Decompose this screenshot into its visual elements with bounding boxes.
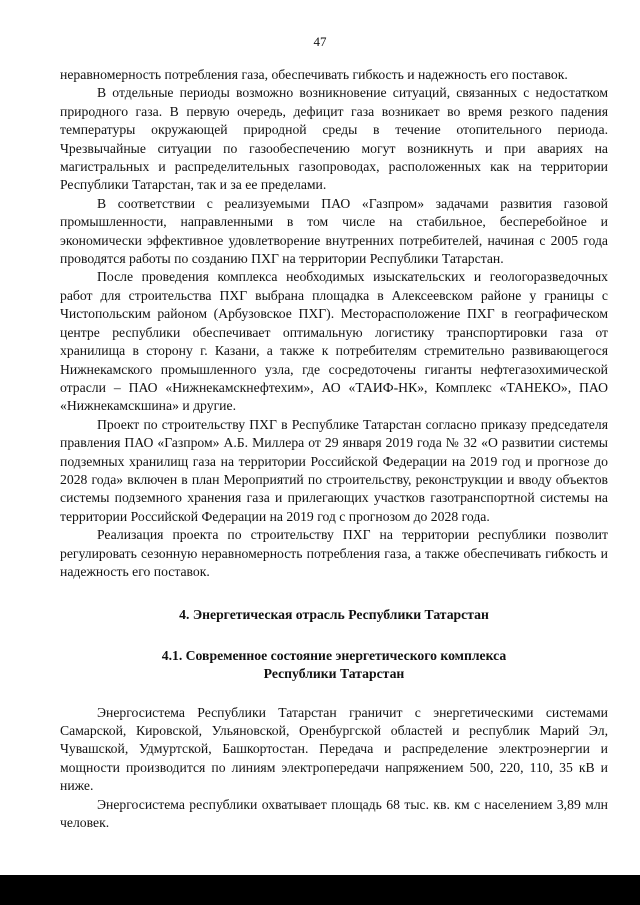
subsection-heading xyxy=(60,647,608,684)
paragraph-energy-system-borders: Энергосистема Республики Татарстан граничит с энергетическими системами Самарской, Кировской, Ульяновской, Оренбургской областей и республик Марий Эл, Чувашской, Удмуртской, Башкортостан. Передача и распределение электроэнергии и мощности производится по линиям электропередачи напряжением 500, 220, 110, 35 кВ и ниже. xyxy=(60,704,608,794)
page-number: 47 xyxy=(313,34,327,49)
subsection-heading-line1: 4.1. Современное состояние энергетического комплекса xyxy=(161,647,507,663)
paragraph-project-order: Проект по строительству ПХГ в Республике Татарстан согласно приказу председателя правления ПАО «Газпром» А.Б. Миллера от 29 января 2019 года № 32 «О развитии системы подземных хранилищ газа на территории Российской Федерации на 2019 год и прогнозе до 2028 года» включен в план Мероприятий по строительству, реконструкции и вводу объектов системы подземного хранения газа и прилегающих участков газотранспортной системы на территории Российской Федерации на 2019 год с прогнозом до 2028 года. xyxy=(60,416,608,524)
subsection-heading-line2: Республики Татарстан xyxy=(263,666,405,682)
paragraph-continuation: неравномерность потребления газа, обеспечивать гибкость и надежность его поставок. xyxy=(60,67,568,82)
section-heading: 4. Энергетическая отрасль Республики Татарстан xyxy=(179,607,489,623)
paragraph-gazprom-tasks: В соответствии с реализуемыми ПАО «Газпром» задачами развития газовой промышленности, направленными в том числе на стабильное, бесперебойное и экономически эффективное удовлетворение внутренних потребителей, начиная с 2005 года проводятся работы по созданию ПХГ на территории Республики Татарстан. xyxy=(60,195,608,267)
scan-bottom-border xyxy=(0,875,640,905)
paragraph-gas-shortage: В отдельные периоды возможно возникновение ситуаций, связанных с недостатком природного газа. В первую очередь, дефицит газа возникает во время резкого падения температуры окружающей природной среды в течение отопительного периода. Чрезвычайные ситуации по газообеспечению могут возникнуть и при авариях на магистральных и распределительных газопроводах, расположенных как на территории Республики Татарстан, так и за ее пределами. xyxy=(60,85,608,193)
paragraph-energy-system-area: Энергосистема республики охватывает площадь 68 тыс. кв. км с населением 3,89 млн человек. xyxy=(60,796,608,831)
paragraph-site-selection: После проведения комплекса необходимых изыскательских и геологоразведочных работ для строительства ПХГ выбрана площадка в Алексеевском районе у границы с Чистопольским районом (Арбузовское ПХГ). Месторасположение ПХГ в географическом центре республики обеспечивает оптимальную логистику транспортировки газа от хранилища в сторону г. Казани, а также к потребителям стремительно развивающегося Нижнекамского промышленного узла, где сосредоточены гиганты нефтегазохимической отрасли – ПАО «Нижнекамскнефтехим», АО «ТАИФ-НК», Комплекс «ТАНЕКО», ПАО «Нижнекамскшина» и другие. xyxy=(60,269,608,414)
document-body xyxy=(60,66,608,832)
spacer xyxy=(60,684,608,704)
paragraph-project-benefits: Реализация проекта по строительству ПХГ на территории республики позволит регулировать сезонную неравномерность потребления газа, а также обеспечивать гибкость и надежность его поставок. xyxy=(60,527,608,579)
